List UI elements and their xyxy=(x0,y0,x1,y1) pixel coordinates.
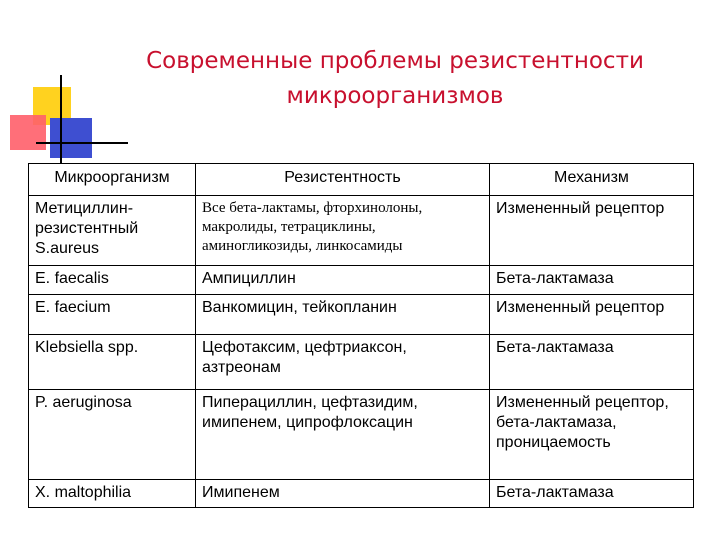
header-organism: Микроорганизм xyxy=(29,164,196,196)
cell-mechanism: Бета-лактамаза xyxy=(490,480,694,508)
decor-horizontal-line xyxy=(36,142,128,144)
table-row xyxy=(29,335,694,390)
cell-organism: E. faecalis xyxy=(29,266,196,295)
cell-organism: E. faecium xyxy=(29,295,196,335)
cell-organism: Метициллин-резистентный S.aureus xyxy=(29,196,196,266)
table-row xyxy=(29,266,694,295)
slide-title-line-1: Современные проблемы резистентности xyxy=(146,48,644,74)
decor-pink-square xyxy=(10,115,46,150)
decor-blue-square xyxy=(50,118,92,158)
cell-resistance: Ампициллин xyxy=(196,266,490,295)
cell-resistance: Цефотаксим, цефтриаксон, азтреонам xyxy=(196,335,490,390)
table-header-row xyxy=(29,164,694,196)
table-row xyxy=(29,295,694,335)
cell-resistance: Все бета-лактамы, фторхинолоны, макролиды, тетрациклины, аминогликозиды, линкосамиды xyxy=(196,196,490,266)
resistance-table xyxy=(28,163,694,508)
slide-title-line-2: микроорганизмов xyxy=(286,83,504,109)
header-mechanism: Механизм xyxy=(490,164,694,196)
header-resistance: Резистентность xyxy=(196,164,490,196)
cell-mechanism: Измененный рецептор xyxy=(490,295,694,335)
cell-organism: P. aeruginosa xyxy=(29,390,196,480)
decor-vertical-line xyxy=(60,75,62,163)
cell-organism: Klebsiella spp. xyxy=(29,335,196,390)
table-row xyxy=(29,480,694,508)
cell-resistance: Ванкомицин, тейкопланин xyxy=(196,295,490,335)
slide-title xyxy=(100,44,690,114)
cell-resistance: Имипенем xyxy=(196,480,490,508)
cell-mechanism: Бета-лактамаза xyxy=(490,266,694,295)
table-row xyxy=(29,390,694,480)
cell-mechanism: Измененный рецептор, бета-лактамаза, проницаемость xyxy=(490,390,694,480)
cell-resistance: Пиперациллин, цефтазидим, имипенем, ципрофлоксацин xyxy=(196,390,490,480)
cell-mechanism: Измененный рецептор xyxy=(490,196,694,266)
cell-mechanism: Бета-лактамаза xyxy=(490,335,694,390)
cell-organism: X. maltophilia xyxy=(29,480,196,508)
table-row xyxy=(29,196,694,266)
